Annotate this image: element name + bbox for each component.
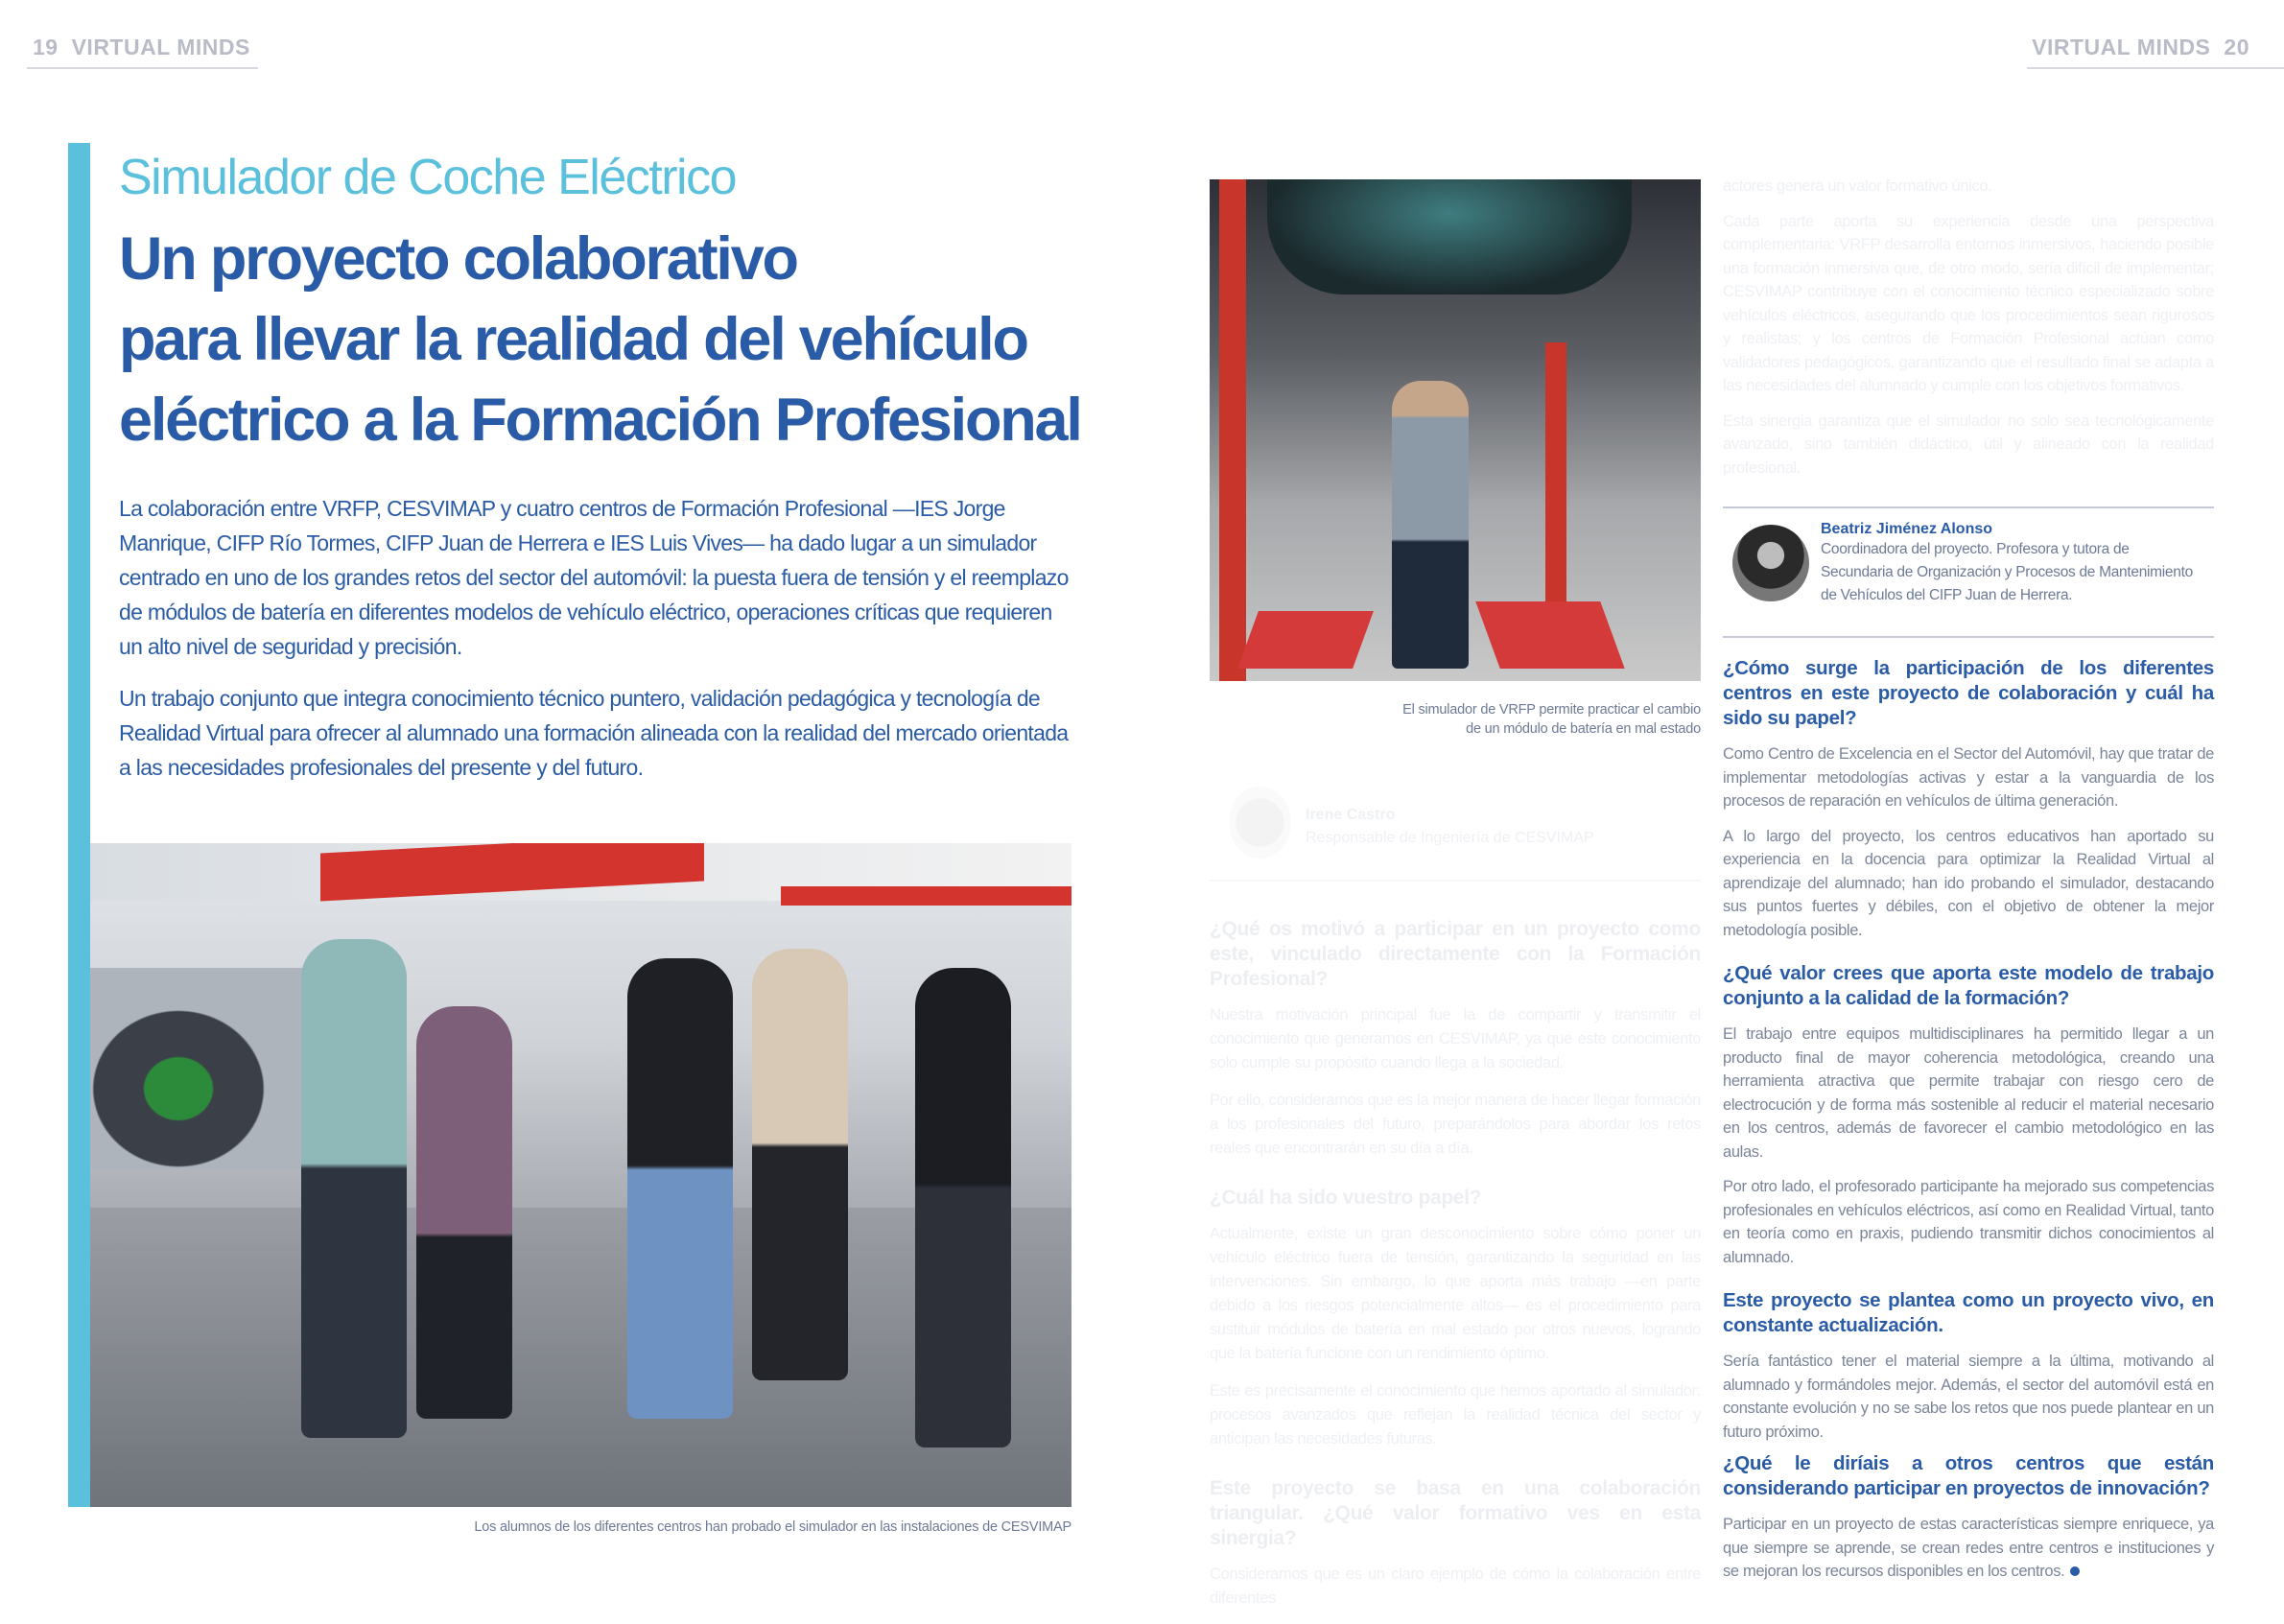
- answer: Actualmente, existe un gran desconocimiento sobre cómo poner un vehículo eléctrico fuera de tensión, garantizando la seguridad en las intervenciones. Sin embargo, lo que aporta más trabajo —en parte debido a los riesgos potencialmente altos— es el procedimiento para sustituir módulos de batería en mal estado por otros nuevos, logrando que la batería funcione con un rendimiento óptimo.: [1210, 1225, 1701, 1362]
- bio-role: Coordinadora del proyecto. Profesora y tutora de Secundaria de Organización y Procesos de Mantenimiento de Vehículos del CIFP Juan de Herrera.: [1821, 541, 2193, 603]
- answer: Por ello, consideramos que es la mejor manera de hacer llegar formación a los profesionales del futuro, preparándolos para abordar los retos reales que encontrarán en su día a día.: [1210, 1092, 1701, 1157]
- question: ¿Cómo surge la participación de los diferentes centros en este proyecto de colaboración y cuál ha sido su papel?: [1723, 657, 2214, 729]
- bio-role: Responsable de Ingeniería de CESVIMAP: [1306, 830, 1594, 846]
- answer: [1723, 1513, 2214, 1584]
- caption-line: El simulador de VRFP permite practicar el cambio: [1402, 702, 1701, 718]
- photo-caption: Los alumnos de los diferentes centros han probado el simulador en las instalaciones de CESVIMAP: [474, 1519, 1071, 1535]
- answer: Sería fantástico tener el material siempre a la última, motivando al alumnado y formándoles mejor. Además, el sector del automóvil está en constante evolución y no se sabe los retos que nos puede plantear en un futuro próximo.: [1723, 1353, 2214, 1441]
- question: ¿Cuál ha sido vuestro papel?: [1210, 1187, 1482, 1209]
- lead-paragraph: Un trabajo conjunto que integra conocimiento técnico puntero, validación pedagógica y tecnología de Realidad Virtual para ofrecer al alumnado una formación alineada con la realidad del mercado orientada a las necesidades profesionales del presente y del futuro.: [119, 686, 1069, 780]
- bio-rule: [1723, 506, 2214, 508]
- article-title: [119, 219, 1088, 460]
- accent-bar: [68, 143, 90, 1507]
- title-line: para llevar la realidad del vehículo: [119, 306, 1027, 373]
- running-head-left: [33, 35, 250, 60]
- answer: El trabajo entre equipos multidisciplinares ha permitido llegar a un producto final de mayor coherencia metodológica, creando una herramienta atractiva que permite trabajar con riesgo cero de electrocución y de forma más sostenible al reducir el material necesario en los centros, además de favorecer el cambio metodológico en las aulas.: [1723, 1025, 2214, 1161]
- faded-avatar: [1229, 787, 1291, 859]
- page-number: 19: [33, 35, 59, 59]
- magazine-name: VIRTUAL MINDS: [2032, 35, 2211, 59]
- lead-paragraph: La colaboración entre VRFP, CESVIMAP y cuatro centros de Formación Profesional —IES Jorge Manrique, CIFP Río Tormes, CIFP Juan de Herrera e IES Luis Vives— ha dado lugar a un simulador centrado en uno de los grandes retos del sector del automóvil: la puesta fuera de tensión y el reemplazo de módulos de batería en diferentes modelos de vehículo eléctrico, operaciones críticas que requieren un alto nivel de seguridad y precisión.: [119, 496, 1069, 659]
- bio-name: Beatriz Jiménez Alonso: [1821, 521, 1993, 537]
- question: Este proyecto se plantea como un proyecto vivo, en constante actualización.: [1723, 1289, 2214, 1336]
- question: ¿Qué valor crees que aporta este modelo de trabajo conjunto a la calidad de la formación?: [1723, 962, 2214, 1009]
- paragraph: actores genera un valor formativo único.: [1723, 177, 1992, 195]
- end-mark-icon: [2070, 1566, 2080, 1576]
- paragraph: Cada parte aporta su experiencia desde una perspectiva complementaria: VRFP desarrolla entornos inmersivos, haciendo posible una formación inmersiva que, de otro modo, sería difícil de implementar; CESVIMAP contribuye con el conocimiento técnico especializado sobre vehículos eléctricos, asegurando que los procedimientos sean rigurosos y realistas; y los centros de Formación Profesional actúan como validadores pedagógicos, garantizando que el resultado final se adapta a las necesidades del alumnado y cumple con los objetivos formativos.: [1723, 212, 2214, 394]
- bio-rule: [1723, 636, 2214, 638]
- answer: Como Centro de Excelencia en el Sector del Automóvil, hay que tratar de implementar metodologías activas y estar a la vanguardia de los procesos de reparación en vehículos de última generación.: [1723, 745, 2214, 810]
- title-line: Un proyecto colaborativo: [119, 225, 797, 293]
- bio-avatar: [1732, 525, 1809, 601]
- answer: Nuestra motivación principal fue la de compartir y transmitir el conocimiento que generamos en CESVIMAP, ya que este conocimiento solo cumple su propósito cuando llega a la sociedad.: [1210, 1006, 1701, 1071]
- answer: A lo largo del proyecto, los centros educativos han aportado su experiencia en la docencia para optimizar la Realidad Virtual al aprendizaje del alumnado; han ido probando el simulador, destacando sus puntos fuertes y débiles, con el objetivo de obtener la mejor metodología posible.: [1723, 827, 2214, 939]
- page-number: 20: [2224, 35, 2249, 59]
- simulator-caption: [1210, 700, 1701, 739]
- header-rule: [27, 67, 258, 69]
- question: Este proyecto se basa en una colaboración triangular. ¿Qué valor formativo ves en esta sinergia?: [1210, 1477, 1701, 1549]
- header-rule: [2027, 67, 2284, 69]
- answer-text: Participar en un proyecto de estas características siempre enriquece, ya que siempre se aprende, se crean redes entre centros e instituciones y se mejoran los recursos disponibles en los centros.: [1723, 1516, 2214, 1580]
- students-vr-photo: [90, 843, 1071, 1507]
- title-line: eléctrico a la Formación Profesional: [119, 387, 1081, 454]
- answer: Consideramos que es un claro ejemplo de cómo la colaboración entre diferentes: [1210, 1565, 1701, 1607]
- running-head-right: [2032, 35, 2249, 60]
- bio-name: Irene Castro: [1306, 807, 1396, 823]
- caption-line: de un módulo de batería en mal estado: [1466, 721, 1701, 737]
- answer: Por otro lado, el profesorado participante ha mejorado sus competencias profesionales en vehículos eléctricos, así como en Realidad Virtual, tanto en teoría como en praxis, pudiendo transmitir dichos conocimientos al alumnado.: [1723, 1178, 2214, 1266]
- paragraph: Esta sinergia garantiza que el simulador no solo sea tecnológicamente avanzado, sino también didáctico, útil y alineado con la realidad profesional.: [1723, 412, 2214, 477]
- article-kicker: Simulador de Coche Eléctrico: [119, 150, 736, 205]
- faded-text-block: [1723, 175, 2214, 491]
- interview: [1723, 656, 2214, 1595]
- faded-interview: [1210, 917, 1701, 1624]
- simulator-screenshot: [1210, 179, 1701, 681]
- bio: [1821, 521, 2204, 607]
- question: ¿Qué os motivó a participar en un proyecto como este, vinculado directamente con la Formación Profesional?: [1210, 918, 1701, 990]
- faded-bio: [1306, 804, 1594, 850]
- faded-rule: [1210, 880, 1701, 882]
- magazine-name: VIRTUAL MINDS: [71, 35, 250, 59]
- question: ¿Qué le diríais a otros centros que están considerando participar en proyectos de innovación?: [1723, 1452, 2214, 1499]
- answer: Este es precisamente el conocimiento que hemos aportado al simulador: procesos avanzados que reflejan la realidad técnica del sector y anticipan las necesidades futuras.: [1210, 1382, 1701, 1447]
